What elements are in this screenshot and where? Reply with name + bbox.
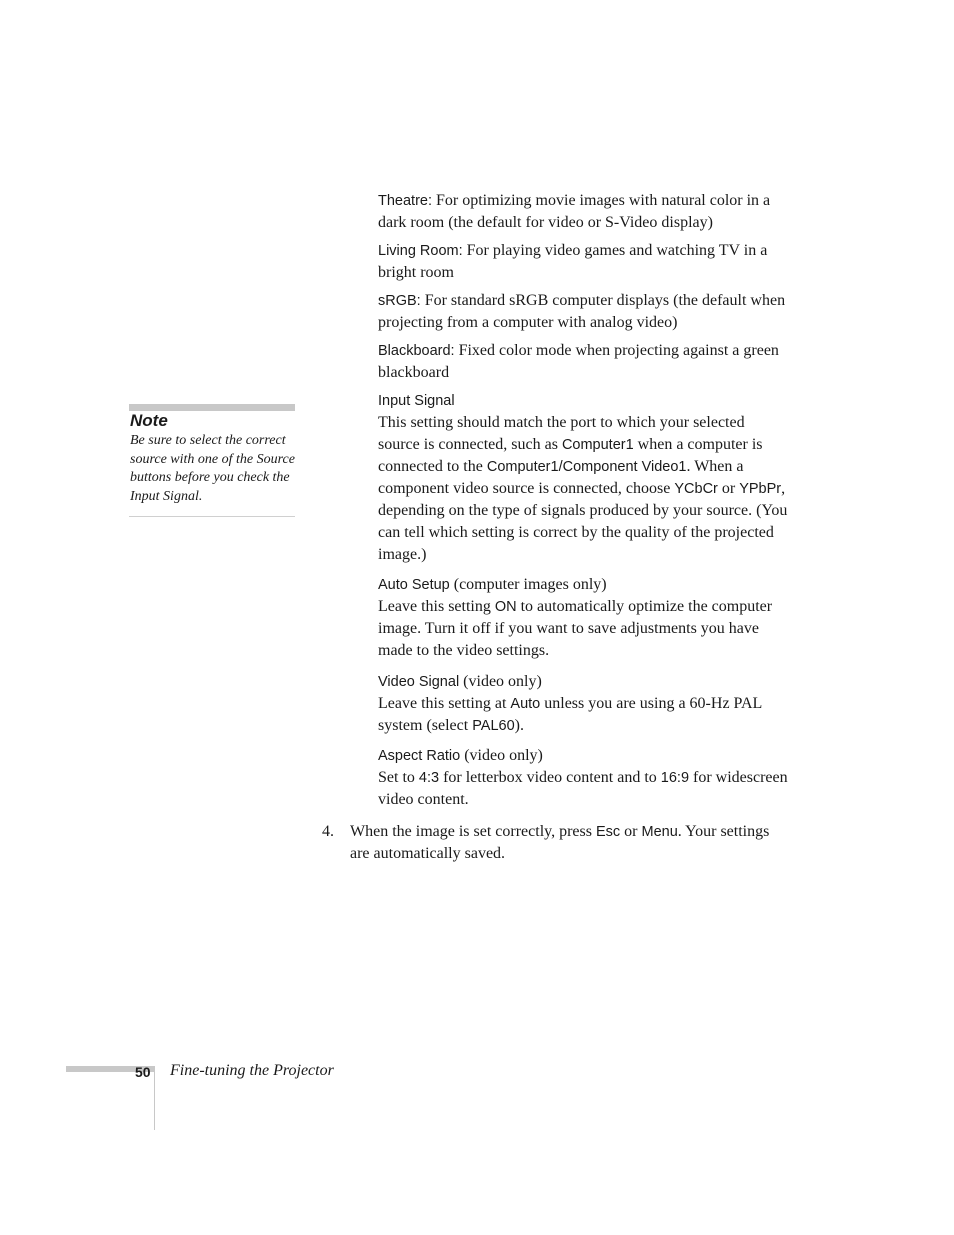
footer-divider — [154, 1066, 155, 1130]
video-signal-section: Video Signal (video only) Leave this setting at Auto unless you are using a 60-Hz PAL system (select PAL60). — [378, 671, 788, 737]
note-bar — [129, 404, 295, 411]
aspect-ratio-section: Aspect Ratio (video only) Set to 4:3 for letterbox video content and to 16:9 for widescreen video content. — [378, 745, 788, 811]
note-title: Note — [130, 411, 168, 430]
auto-setup-section: Auto Setup (computer images only) Leave this setting ON to automatically optimize the computer image. Turn it off if you want to save adjustments you have made to the video settings. — [378, 574, 788, 662]
aspect-ratio-heading: Aspect Ratio — [378, 748, 461, 764]
auto-setup-description: Leave this setting ON to automatically optimize the computer image. Turn it off if you want to save adjustments you have made to the video settings. — [378, 598, 773, 659]
definition: For optimizing movie images with natural color in a dark room (the default for video or S-Video display) — [378, 192, 771, 231]
color-mode-srgb — [378, 290, 788, 334]
step-number: 4. — [322, 823, 334, 840]
color-mode-theatre — [378, 190, 788, 234]
color-mode-living-room — [378, 240, 788, 284]
note-divider — [129, 516, 295, 517]
aspect-ratio-description: Set to 4:3 for letterbox video content and to 16:9 for widescreen video content. — [378, 769, 788, 808]
video-signal-description: Leave this setting at Auto unless you are using a 60-Hz PAL system (select PAL60). — [378, 695, 762, 734]
term: Blackboard: — [378, 343, 455, 359]
input-signal-heading: Input Signal — [378, 393, 455, 409]
section-title: Fine-tuning the Projector — [170, 1062, 334, 1079]
definition: For playing video games and watching TV in a bright room — [378, 242, 768, 281]
color-mode-blackboard — [378, 340, 788, 384]
note-text: Be sure to select the correct source with one of the Source buttons before you check the Input Signal. — [130, 433, 295, 504]
input-signal-description: This setting should match the port to which your selected source is connected, such as Computer1 when a computer is connected to the Computer1/Component Video1. When a component video source is connected, choose YCbCr or YPbPr, depending on the type of signals produced by your source. (You can tell which setting is correct by the quality of the projected image.) — [378, 414, 788, 563]
definition: Fixed color mode when projecting against a green blackboard — [378, 342, 779, 381]
video-signal-heading: Video Signal — [378, 674, 460, 690]
term: sRGB: — [378, 293, 421, 309]
input-signal-section — [378, 390, 788, 566]
auto-setup-heading: Auto Setup — [378, 577, 450, 593]
term: Living Room: — [378, 243, 463, 259]
definition: For standard sRGB computer displays (the default when projecting from a computer with analog video) — [378, 292, 786, 331]
term: Theatre: — [378, 193, 432, 209]
step-text: When the image is set correctly, press Esc or Menu. Your settings are automatically saved. — [350, 823, 770, 862]
page-number: 50 — [135, 1064, 151, 1080]
